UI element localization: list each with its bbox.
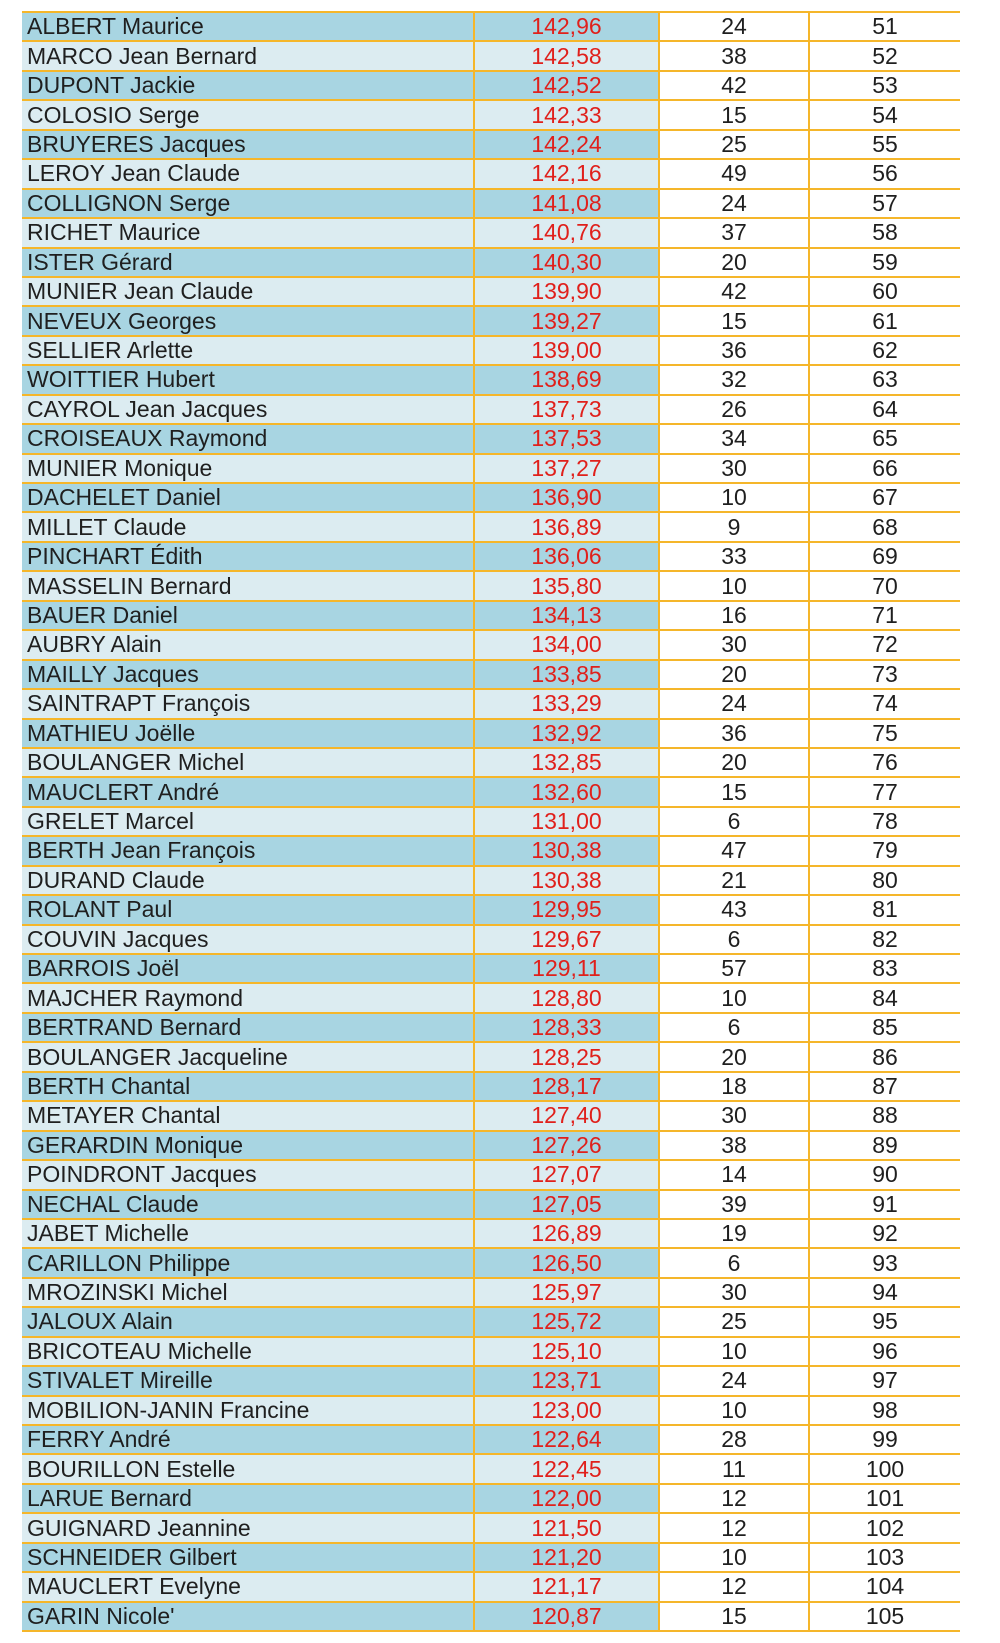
table-row [22, 365, 960, 394]
count-cell: 19 [659, 1219, 809, 1248]
player-name-cell: BRUYERES Jacques [22, 130, 474, 159]
score-cell: 138,69 [474, 365, 659, 394]
rank-cell: 98 [809, 1396, 960, 1425]
count-cell: 18 [659, 1072, 809, 1101]
player-name-cell: BERTH Jean François [22, 836, 474, 865]
player-name-cell: MAILLY Jacques [22, 660, 474, 689]
score-cell: 129,95 [474, 895, 659, 924]
rank-cell: 74 [809, 689, 960, 718]
count-cell: 33 [659, 542, 809, 571]
table-row [22, 660, 960, 689]
player-name-cell: MROZINSKI Michel [22, 1278, 474, 1307]
player-name-cell: DACHELET Daniel [22, 483, 474, 512]
ranking-table [22, 11, 960, 1632]
count-cell: 12 [659, 1484, 809, 1513]
rank-cell: 89 [809, 1131, 960, 1160]
score-cell: 136,06 [474, 542, 659, 571]
count-cell: 15 [659, 777, 809, 806]
player-name-cell: STIVALET Mireille [22, 1366, 474, 1395]
score-cell: 127,05 [474, 1190, 659, 1219]
table-row [22, 483, 960, 512]
table-row [22, 1160, 960, 1189]
player-name-cell: BERTRAND Bernard [22, 1013, 474, 1042]
count-cell: 6 [659, 1013, 809, 1042]
player-name-cell: BOURILLON Estelle [22, 1454, 474, 1483]
score-cell: 120,87 [474, 1602, 659, 1631]
rank-cell: 81 [809, 895, 960, 924]
table-row [22, 130, 960, 159]
player-name-cell: COLLIGNON Serge [22, 189, 474, 218]
rank-cell: 76 [809, 748, 960, 777]
count-cell: 30 [659, 1101, 809, 1130]
player-name-cell: NECHAL Claude [22, 1190, 474, 1219]
count-cell: 32 [659, 365, 809, 394]
player-name-cell: MAUCLERT André [22, 777, 474, 806]
score-cell: 128,33 [474, 1013, 659, 1042]
score-cell: 142,24 [474, 130, 659, 159]
count-cell: 10 [659, 983, 809, 1012]
rank-cell: 77 [809, 777, 960, 806]
count-cell: 38 [659, 41, 809, 70]
count-cell: 24 [659, 1366, 809, 1395]
rank-cell: 95 [809, 1307, 960, 1336]
score-cell: 123,71 [474, 1366, 659, 1395]
player-name-cell: GRELET Marcel [22, 807, 474, 836]
table-row [22, 983, 960, 1012]
score-cell: 139,00 [474, 336, 659, 365]
rank-cell: 93 [809, 1248, 960, 1277]
player-name-cell: MAUCLERT Evelyne [22, 1572, 474, 1601]
rank-cell: 101 [809, 1484, 960, 1513]
table-row [22, 689, 960, 718]
player-name-cell: MUNIER Monique [22, 454, 474, 483]
count-cell: 9 [659, 512, 809, 541]
player-name-cell: MILLET Claude [22, 512, 474, 541]
table-row [22, 807, 960, 836]
score-cell: 137,27 [474, 454, 659, 483]
rank-cell: 105 [809, 1602, 960, 1631]
rank-cell: 70 [809, 571, 960, 600]
player-name-cell: JALOUX Alain [22, 1307, 474, 1336]
ranking-table-body [22, 12, 960, 1631]
score-cell: 125,97 [474, 1278, 659, 1307]
count-cell: 15 [659, 100, 809, 129]
count-cell: 20 [659, 748, 809, 777]
rank-cell: 75 [809, 719, 960, 748]
score-cell: 125,72 [474, 1307, 659, 1336]
rank-cell: 61 [809, 306, 960, 335]
table-row [22, 895, 960, 924]
score-cell: 126,89 [474, 1219, 659, 1248]
score-cell: 137,73 [474, 395, 659, 424]
count-cell: 36 [659, 719, 809, 748]
count-cell: 20 [659, 248, 809, 277]
score-cell: 142,58 [474, 41, 659, 70]
rank-cell: 87 [809, 1072, 960, 1101]
count-cell: 10 [659, 1543, 809, 1572]
count-cell: 12 [659, 1513, 809, 1542]
count-cell: 42 [659, 71, 809, 100]
rank-cell: 56 [809, 159, 960, 188]
count-cell: 39 [659, 1190, 809, 1219]
player-name-cell: DURAND Claude [22, 866, 474, 895]
rank-cell: 69 [809, 542, 960, 571]
player-name-cell: MUNIER Jean Claude [22, 277, 474, 306]
rank-cell: 85 [809, 1013, 960, 1042]
player-name-cell: ISTER Gérard [22, 248, 474, 277]
score-cell: 134,13 [474, 601, 659, 630]
count-cell: 11 [659, 1454, 809, 1483]
rank-cell: 64 [809, 395, 960, 424]
table-row [22, 454, 960, 483]
player-name-cell: BRICOTEAU Michelle [22, 1337, 474, 1366]
table-row [22, 71, 960, 100]
rank-cell: 66 [809, 454, 960, 483]
rank-cell: 51 [809, 12, 960, 41]
table-row [22, 1513, 960, 1542]
player-name-cell: COLOSIO Serge [22, 100, 474, 129]
table-row [22, 1013, 960, 1042]
table-row [22, 571, 960, 600]
rank-cell: 71 [809, 601, 960, 630]
score-cell: 129,67 [474, 925, 659, 954]
player-name-cell: MATHIEU Joëlle [22, 719, 474, 748]
score-cell: 131,00 [474, 807, 659, 836]
rank-cell: 82 [809, 925, 960, 954]
rank-cell: 103 [809, 1543, 960, 1572]
rank-cell: 96 [809, 1337, 960, 1366]
score-cell: 132,92 [474, 719, 659, 748]
table-row [22, 1278, 960, 1307]
player-name-cell: LARUE Bernard [22, 1484, 474, 1513]
table-row [22, 41, 960, 70]
score-cell: 132,60 [474, 777, 659, 806]
table-row [22, 159, 960, 188]
rank-cell: 55 [809, 130, 960, 159]
rank-cell: 104 [809, 1572, 960, 1601]
table-row [22, 1307, 960, 1336]
score-cell: 139,90 [474, 277, 659, 306]
score-cell: 142,16 [474, 159, 659, 188]
count-cell: 21 [659, 866, 809, 895]
table-row [22, 306, 960, 335]
rank-cell: 102 [809, 1513, 960, 1542]
player-name-cell: SELLIER Arlette [22, 336, 474, 365]
rank-cell: 62 [809, 336, 960, 365]
table-row [22, 1602, 960, 1631]
table-row [22, 719, 960, 748]
count-cell: 42 [659, 277, 809, 306]
player-name-cell: BAUER Daniel [22, 601, 474, 630]
rank-cell: 86 [809, 1042, 960, 1071]
score-cell: 140,30 [474, 248, 659, 277]
rank-cell: 99 [809, 1425, 960, 1454]
rank-cell: 92 [809, 1219, 960, 1248]
table-row [22, 836, 960, 865]
rank-cell: 73 [809, 660, 960, 689]
score-cell: 142,96 [474, 12, 659, 41]
count-cell: 37 [659, 218, 809, 247]
score-cell: 128,25 [474, 1042, 659, 1071]
count-cell: 16 [659, 601, 809, 630]
player-name-cell: ALBERT Maurice [22, 12, 474, 41]
table-row [22, 1454, 960, 1483]
score-cell: 133,29 [474, 689, 659, 718]
player-name-cell: POINDRONT Jacques [22, 1160, 474, 1189]
score-cell: 126,50 [474, 1248, 659, 1277]
rank-cell: 67 [809, 483, 960, 512]
player-name-cell: CAYROL Jean Jacques [22, 395, 474, 424]
player-name-cell: LEROY Jean Claude [22, 159, 474, 188]
rank-cell: 63 [809, 365, 960, 394]
score-cell: 135,80 [474, 571, 659, 600]
player-name-cell: GUIGNARD Jeannine [22, 1513, 474, 1542]
player-name-cell: AUBRY Alain [22, 630, 474, 659]
score-cell: 136,90 [474, 483, 659, 512]
score-cell: 125,10 [474, 1337, 659, 1366]
table-row [22, 601, 960, 630]
table-row [22, 1248, 960, 1277]
rank-cell: 65 [809, 424, 960, 453]
rank-cell: 84 [809, 983, 960, 1012]
rank-cell: 90 [809, 1160, 960, 1189]
player-name-cell: GARIN Nicole' [22, 1602, 474, 1631]
count-cell: 47 [659, 836, 809, 865]
table-row [22, 1572, 960, 1601]
rank-cell: 80 [809, 866, 960, 895]
count-cell: 15 [659, 1602, 809, 1631]
table-row [22, 925, 960, 954]
rank-cell: 94 [809, 1278, 960, 1307]
score-cell: 121,20 [474, 1543, 659, 1572]
score-cell: 121,17 [474, 1572, 659, 1601]
score-cell: 137,53 [474, 424, 659, 453]
table-row [22, 277, 960, 306]
score-cell: 129,11 [474, 954, 659, 983]
table-row [22, 1425, 960, 1454]
player-name-cell: METAYER Chantal [22, 1101, 474, 1130]
count-cell: 10 [659, 1396, 809, 1425]
player-name-cell: MASSELIN Bernard [22, 571, 474, 600]
score-cell: 139,27 [474, 306, 659, 335]
player-name-cell: GERARDIN Monique [22, 1131, 474, 1160]
score-cell: 134,00 [474, 630, 659, 659]
count-cell: 10 [659, 571, 809, 600]
table-row [22, 512, 960, 541]
count-cell: 49 [659, 159, 809, 188]
count-cell: 30 [659, 454, 809, 483]
table-row [22, 1101, 960, 1130]
score-cell: 128,80 [474, 983, 659, 1012]
table-row [22, 189, 960, 218]
player-name-cell: CARILLON Philippe [22, 1248, 474, 1277]
rank-cell: 58 [809, 218, 960, 247]
player-name-cell: MOBILION-JANIN Francine [22, 1396, 474, 1425]
table-row [22, 1190, 960, 1219]
count-cell: 14 [659, 1160, 809, 1189]
score-cell: 128,17 [474, 1072, 659, 1101]
count-cell: 6 [659, 1248, 809, 1277]
player-name-cell: BARROIS Joël [22, 954, 474, 983]
count-cell: 12 [659, 1572, 809, 1601]
player-name-cell: CROISEAUX Raymond [22, 424, 474, 453]
count-cell: 15 [659, 306, 809, 335]
player-name-cell: JABET Michelle [22, 1219, 474, 1248]
score-cell: 132,85 [474, 748, 659, 777]
table-row [22, 1543, 960, 1572]
count-cell: 43 [659, 895, 809, 924]
count-cell: 57 [659, 954, 809, 983]
player-name-cell: ROLANT Paul [22, 895, 474, 924]
count-cell: 24 [659, 689, 809, 718]
player-name-cell: NEVEUX Georges [22, 306, 474, 335]
table-row [22, 1337, 960, 1366]
count-cell: 30 [659, 1278, 809, 1307]
player-name-cell: MARCO Jean Bernard [22, 41, 474, 70]
player-name-cell: BOULANGER Jacqueline [22, 1042, 474, 1071]
score-cell: 122,64 [474, 1425, 659, 1454]
player-name-cell: RICHET Maurice [22, 218, 474, 247]
score-cell: 127,07 [474, 1160, 659, 1189]
score-cell: 122,00 [474, 1484, 659, 1513]
table-row [22, 218, 960, 247]
rank-cell: 52 [809, 41, 960, 70]
table-row [22, 1219, 960, 1248]
score-cell: 141,08 [474, 189, 659, 218]
player-name-cell: BOULANGER Michel [22, 748, 474, 777]
table-row [22, 100, 960, 129]
player-name-cell: WOITTIER Hubert [22, 365, 474, 394]
rank-cell: 97 [809, 1366, 960, 1395]
rank-cell: 78 [809, 807, 960, 836]
player-name-cell: SAINTRAPT François [22, 689, 474, 718]
score-cell: 130,38 [474, 836, 659, 865]
count-cell: 10 [659, 483, 809, 512]
table-row [22, 424, 960, 453]
table-row [22, 1396, 960, 1425]
table-row [22, 630, 960, 659]
player-name-cell: COUVIN Jacques [22, 925, 474, 954]
count-cell: 25 [659, 130, 809, 159]
score-cell: 127,40 [474, 1101, 659, 1130]
rank-cell: 100 [809, 1454, 960, 1483]
rank-cell: 59 [809, 248, 960, 277]
count-cell: 36 [659, 336, 809, 365]
count-cell: 34 [659, 424, 809, 453]
table-row [22, 866, 960, 895]
table-row [22, 1131, 960, 1160]
table-row [22, 1072, 960, 1101]
table-row [22, 542, 960, 571]
count-cell: 25 [659, 1307, 809, 1336]
rank-cell: 54 [809, 100, 960, 129]
table-row [22, 248, 960, 277]
count-cell: 24 [659, 189, 809, 218]
player-name-cell: SCHNEIDER Gilbert [22, 1543, 474, 1572]
score-cell: 127,26 [474, 1131, 659, 1160]
rank-cell: 79 [809, 836, 960, 865]
player-name-cell: FERRY André [22, 1425, 474, 1454]
rank-cell: 91 [809, 1190, 960, 1219]
count-cell: 6 [659, 807, 809, 836]
score-cell: 136,89 [474, 512, 659, 541]
player-name-cell: MAJCHER Raymond [22, 983, 474, 1012]
score-cell: 140,76 [474, 218, 659, 247]
rank-cell: 68 [809, 512, 960, 541]
rank-cell: 57 [809, 189, 960, 218]
table-row [22, 748, 960, 777]
table-row [22, 12, 960, 41]
score-cell: 121,50 [474, 1513, 659, 1542]
score-cell: 142,52 [474, 71, 659, 100]
count-cell: 10 [659, 1337, 809, 1366]
score-cell: 133,85 [474, 660, 659, 689]
table-row [22, 1042, 960, 1071]
player-name-cell: DUPONT Jackie [22, 71, 474, 100]
count-cell: 20 [659, 660, 809, 689]
count-cell: 20 [659, 1042, 809, 1071]
score-cell: 142,33 [474, 100, 659, 129]
table-row [22, 1484, 960, 1513]
rank-cell: 83 [809, 954, 960, 983]
rank-cell: 60 [809, 277, 960, 306]
table-row [22, 336, 960, 365]
count-cell: 26 [659, 395, 809, 424]
table-row [22, 954, 960, 983]
table-row [22, 395, 960, 424]
score-cell: 130,38 [474, 866, 659, 895]
score-cell: 122,45 [474, 1454, 659, 1483]
count-cell: 38 [659, 1131, 809, 1160]
rank-cell: 53 [809, 71, 960, 100]
count-cell: 24 [659, 12, 809, 41]
player-name-cell: PINCHART Édith [22, 542, 474, 571]
count-cell: 6 [659, 925, 809, 954]
table-row [22, 777, 960, 806]
table-row [22, 1366, 960, 1395]
count-cell: 30 [659, 630, 809, 659]
player-name-cell: BERTH Chantal [22, 1072, 474, 1101]
score-cell: 123,00 [474, 1396, 659, 1425]
count-cell: 28 [659, 1425, 809, 1454]
rank-cell: 72 [809, 630, 960, 659]
rank-cell: 88 [809, 1101, 960, 1130]
